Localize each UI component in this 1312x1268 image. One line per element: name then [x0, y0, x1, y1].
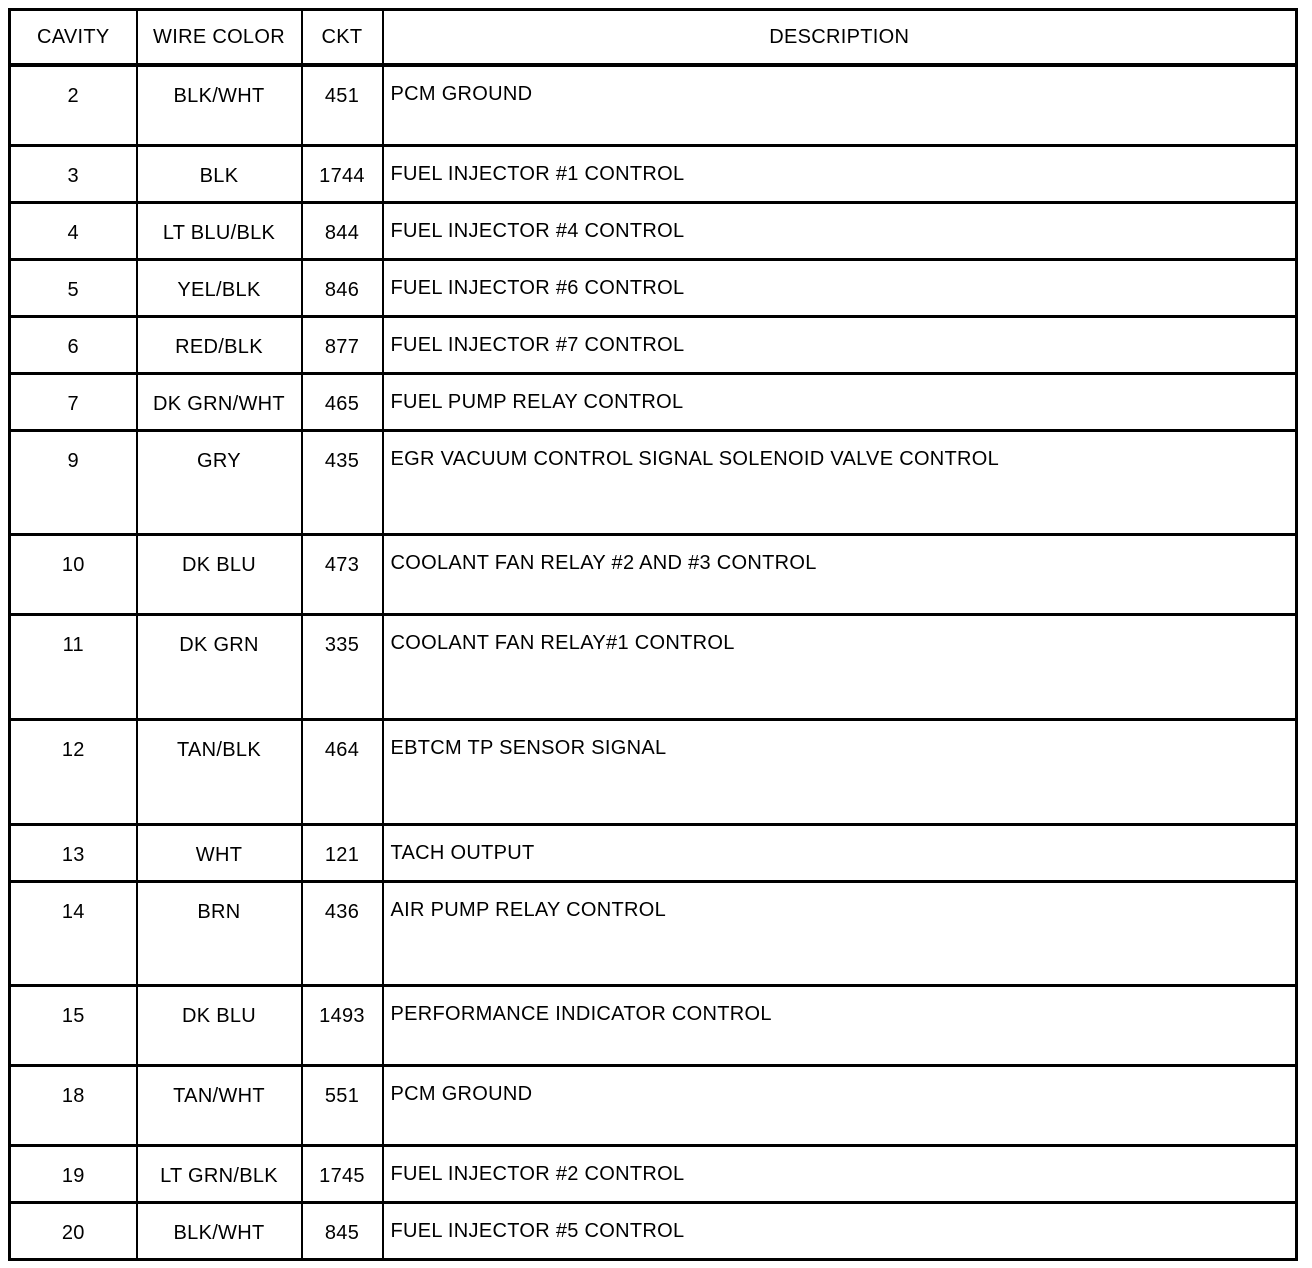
description-cell: FUEL INJECTOR #4 CONTROL	[383, 202, 1297, 259]
description-cell: TACH OUTPUT	[383, 824, 1297, 881]
description-cell: PERFORMANCE INDICATOR CONTROL	[383, 985, 1297, 1065]
description-cell: COOLANT FAN RELAY #2 AND #3 CONTROL	[383, 534, 1297, 614]
table-row	[10, 65, 1297, 145]
cavity-cell: 2	[10, 65, 137, 145]
cavity-cell: 20	[10, 1202, 137, 1259]
wire-color-cell: WHT	[137, 824, 302, 881]
description-cell: EGR VACUUM CONTROL SIGNAL SOLENOID VALVE CONTROL	[383, 430, 1297, 534]
description-cell: PCM GROUND	[383, 1065, 1297, 1145]
wire-color-cell: RED/BLK	[137, 316, 302, 373]
cavity-cell: 13	[10, 824, 137, 881]
cavity-cell: 3	[10, 145, 137, 202]
table-row	[10, 430, 1297, 534]
wire-color-cell: DK GRN/WHT	[137, 373, 302, 430]
table-row	[10, 719, 1297, 824]
table-body	[10, 65, 1297, 1259]
description-cell: FUEL INJECTOR #7 CONTROL	[383, 316, 1297, 373]
table-row	[10, 1065, 1297, 1145]
wire-color-cell: BLK/WHT	[137, 1202, 302, 1259]
table-row	[10, 259, 1297, 316]
cavity-cell: 11	[10, 614, 137, 719]
wire-color-cell: TAN/BLK	[137, 719, 302, 824]
ckt-cell: 1493	[302, 985, 383, 1065]
wire-color-cell: BRN	[137, 881, 302, 985]
header-wire-color: WIRE COLOR	[137, 10, 302, 66]
header-description: DESCRIPTION	[383, 10, 1297, 66]
table-row	[10, 202, 1297, 259]
ckt-cell: 844	[302, 202, 383, 259]
ckt-cell: 1744	[302, 145, 383, 202]
table-row	[10, 316, 1297, 373]
table-row	[10, 1145, 1297, 1202]
ckt-cell: 551	[302, 1065, 383, 1145]
description-cell: FUEL INJECTOR #2 CONTROL	[383, 1145, 1297, 1202]
description-cell: EBTCM TP SENSOR SIGNAL	[383, 719, 1297, 824]
wire-color-cell: DK BLU	[137, 534, 302, 614]
wire-color-cell: LT GRN/BLK	[137, 1145, 302, 1202]
ckt-cell: 465	[302, 373, 383, 430]
wire-color-cell: DK BLU	[137, 985, 302, 1065]
ckt-cell: 464	[302, 719, 383, 824]
wire-color-cell: LT BLU/BLK	[137, 202, 302, 259]
ckt-cell: 451	[302, 65, 383, 145]
cavity-cell: 18	[10, 1065, 137, 1145]
ckt-cell: 845	[302, 1202, 383, 1259]
wire-color-cell: BLK	[137, 145, 302, 202]
table-row	[10, 985, 1297, 1065]
cavity-cell: 14	[10, 881, 137, 985]
header-ckt: CKT	[302, 10, 383, 66]
cavity-cell: 19	[10, 1145, 137, 1202]
cavity-cell: 5	[10, 259, 137, 316]
header-cavity: CAVITY	[10, 10, 137, 66]
description-cell: FUEL INJECTOR #1 CONTROL	[383, 145, 1297, 202]
description-cell: FUEL PUMP RELAY CONTROL	[383, 373, 1297, 430]
description-cell: COOLANT FAN RELAY#1 CONTROL	[383, 614, 1297, 719]
wire-color-cell: YEL/BLK	[137, 259, 302, 316]
cavity-cell: 4	[10, 202, 137, 259]
ckt-cell: 435	[302, 430, 383, 534]
ckt-cell: 436	[302, 881, 383, 985]
table-row	[10, 614, 1297, 719]
wire-color-cell: TAN/WHT	[137, 1065, 302, 1145]
table-row	[10, 145, 1297, 202]
table-row	[10, 881, 1297, 985]
table-row	[10, 824, 1297, 881]
header-row	[10, 10, 1297, 66]
description-cell: FUEL INJECTOR #5 CONTROL	[383, 1202, 1297, 1259]
wire-color-cell: GRY	[137, 430, 302, 534]
table-row	[10, 534, 1297, 614]
cavity-cell: 12	[10, 719, 137, 824]
ckt-cell: 846	[302, 259, 383, 316]
ckt-cell: 335	[302, 614, 383, 719]
ckt-cell: 877	[302, 316, 383, 373]
description-cell: FUEL INJECTOR #6 CONTROL	[383, 259, 1297, 316]
wire-color-cell: BLK/WHT	[137, 65, 302, 145]
description-cell: PCM GROUND	[383, 65, 1297, 145]
ckt-cell: 1745	[302, 1145, 383, 1202]
table-row	[10, 373, 1297, 430]
cavity-cell: 7	[10, 373, 137, 430]
ckt-cell: 121	[302, 824, 383, 881]
description-cell: AIR PUMP RELAY CONTROL	[383, 881, 1297, 985]
cavity-cell: 15	[10, 985, 137, 1065]
ckt-cell: 473	[302, 534, 383, 614]
cavity-cell: 6	[10, 316, 137, 373]
table-row	[10, 1202, 1297, 1259]
cavity-cell: 9	[10, 430, 137, 534]
connector-pinout-table	[8, 8, 1298, 1261]
cavity-cell: 10	[10, 534, 137, 614]
wire-color-cell: DK GRN	[137, 614, 302, 719]
